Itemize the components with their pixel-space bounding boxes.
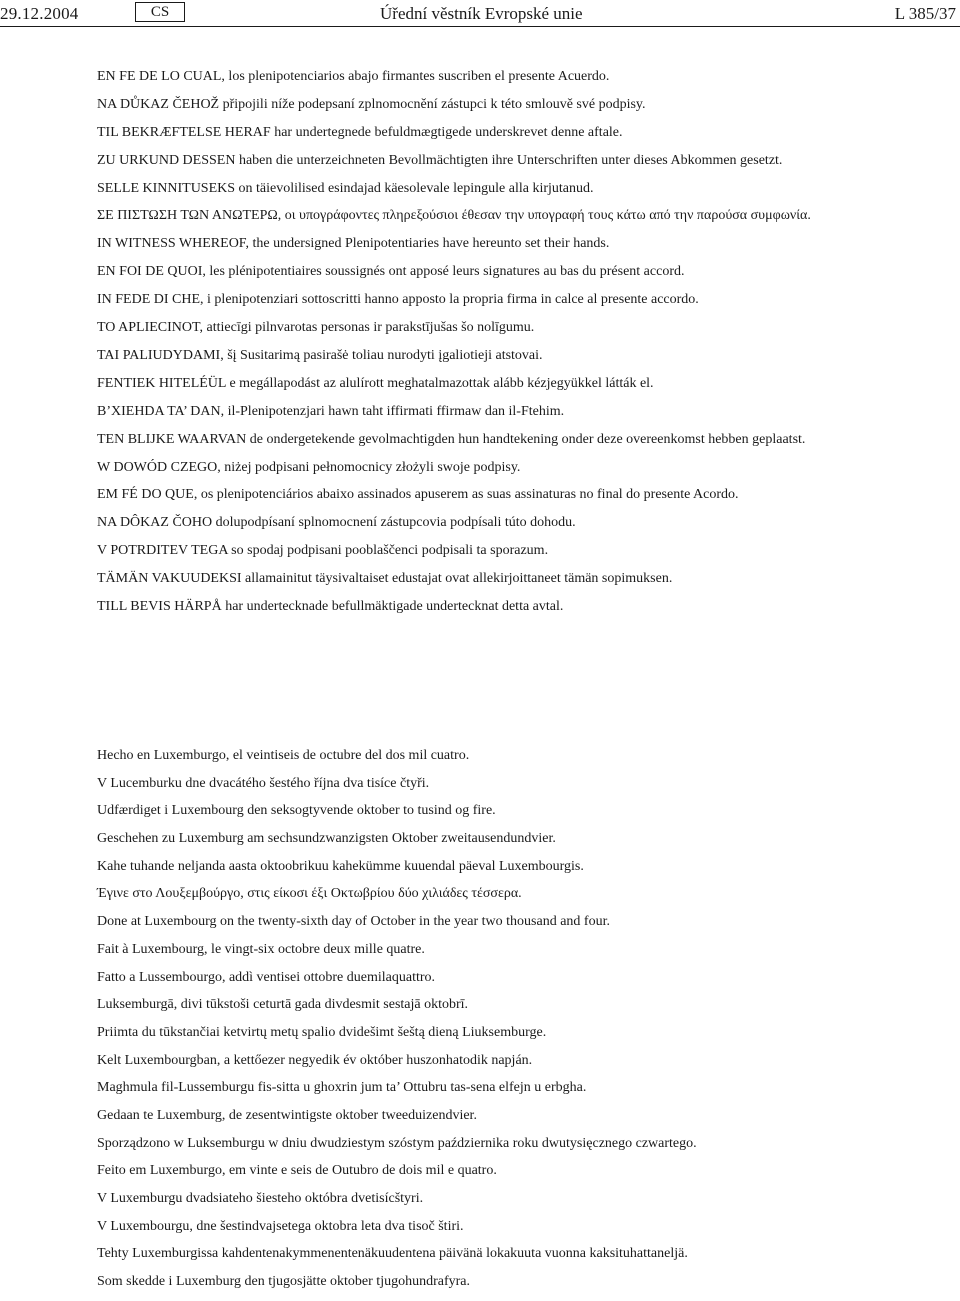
witness-clause-et: SELLE KINNITUSEKS on täievolilised esindajad käesolevale lepingule alla kirjutanud. [97, 180, 594, 196]
witness-clause-mt: B’XIEHDA TA’ DAN, il-Plenipotenzjari hawn taht iffirmati ffirmaw dan il-Ftehim. [97, 403, 565, 419]
done-at-sl: V Luxembourgu, dne šestindvajsetega oktobra leta dva tisoč štiri. [97, 1218, 464, 1234]
done-at-it: Fatto a Lussembourgo, addì ventisei ottobre duemilaquattro. [97, 969, 436, 985]
done-at-es: Hecho en Luxemburgo, el veintiseis de octubre del dos mil cuatro. [97, 748, 470, 763]
done-at-fr: Fait à Luxembourg, le vingt-six octobre deux mille quatre. [97, 941, 425, 957]
witness-clause-cs: NA DŮKAZ ČEHOŽ připojili níže podepsaní zplnomocnění zástupci k této smlouvě své podpisy. [97, 96, 646, 112]
done-at-lt: Priimta du tūkstančiai ketvirtų metų spalio dvidešimt šeštą dieną Liuksemburge. [97, 1024, 547, 1040]
journal-title: Úřední věstník Evropské unie [380, 4, 583, 23]
witness-clause-es: EN FE DE LO CUAL, los plenipotenciarios abajo firmantes suscriben el presente Acuerdo. [97, 69, 610, 84]
done-at-et: Kahe tuhande neljanda aasta oktoobrikuu kahekümme kuuendal päeval Luxembourgis. [97, 858, 584, 874]
done-at-sv: Som skedde i Luxemburg den tjugosjätte oktober tjugohundrafyra. [97, 1274, 471, 1290]
done-at-nl: Gedaan te Luxemburg, de zesentwintigste oktober tweeduizendvier. [97, 1107, 477, 1123]
done-at-hu: Kelt Luxembourgban, a kettőezer negyedik év október huszonhatodik napján. [97, 1052, 533, 1068]
witness-clause-fr: EN FOI DE QUOI, les plénipotentiaires soussignés ont apposé leurs signatures au bas du présent accord. [97, 264, 685, 280]
witness-clause-lt: TAI PALIUDYDAMI, šį Susitarimą pasirašė toliau nurodyti įgaliotieji atstovai. [97, 347, 543, 363]
done-at-de: Geschehen zu Luxemburg am sechsundzwanzigsten Oktober zweitausendundvier. [97, 831, 556, 847]
done-at-pt: Feito em Luxemburgo, em vinte e seis de Outubro de dois mil e quatro. [97, 1163, 497, 1179]
witness-clause-el: ΣΕ ΠΙΣΤΩΣΗ ΤΩΝ ΑΝΩΤΕΡΩ, οι υπογράφοντες πληρεξούσιοι έθεσαν την υπογραφή τους κάτω από την παρούσα συμφωνία. [97, 208, 811, 224]
witness-clause-fi: TÄMÄN VAKUUDEKSI allamainitut täysivaltaiset edustajat ovat allekirjoittaneet tämän sopimuksen. [97, 571, 673, 587]
witness-clause-it: IN FEDE DI CHE, i plenipotenziari sottoscritti hanno apposto la propria firma in calce al presente accordo. [97, 292, 699, 308]
done-at-lv: Luksemburgā, divi tūkstoši ceturtā gada divdesmit sestajā oktobrī. [97, 997, 469, 1013]
done-at-en: Done at Luxembourg on the twenty-sixth day of October in the year two thousand and four. [97, 914, 610, 930]
witness-clause-lv: TO APLIECINOT, attiecīgi pilnvarotas personas ir parakstījušas šo nolīgumu. [97, 320, 535, 336]
witness-clause-de: ZU URKUND DESSEN haben die unterzeichneten Bevollmächtigten ihre Unterschriften unter dieses Abkommen gesetzt. [97, 152, 783, 168]
witness-clause-pt: EM FÉ DO QUE, os plenipotenciários abaixo assinados apuserem as suas assinaturas no final do presente Acordo. [97, 487, 739, 503]
done-at-fi: Tehty Luxemburgissa kahdentenakymmenentenäkuudentena päivänä lokakuuta vuonna kaksituhattaneljä. [97, 1246, 688, 1262]
language-code-box: CS [135, 2, 185, 22]
header-rule [0, 26, 960, 27]
done-at-pl: Sporządzono w Luksemburgu w dniu dwudziestym szóstym października roku dwutysięcznego czwartego. [97, 1135, 697, 1151]
witness-clause-da: TIL BEKRÆFTELSE HERAF har undertegnede befuldmægtigede underskrevet denne aftale. [97, 124, 623, 140]
witness-clause-sk: NA DÔKAZ ČOHO dolupodpísaní splnomocnení zástupcovia podpísali túto dohodu. [97, 515, 576, 531]
done-at-mt: Maghmula fil-Lussemburgu fis-sitta u ghoxrin jum ta’ Ottubru tas-sena elfejn u erbgha. [97, 1080, 587, 1096]
page-reference: L 385/37 [894, 4, 956, 23]
done-at-section [97, 747, 877, 1301]
publication-date: 29.12.2004 [0, 4, 79, 23]
witness-clause-hu: FENTIEK HITELÉÜL e megállapodást az alulírott meghatalmazottak alább kézjegyükkel látták el. [97, 375, 654, 391]
witness-clause-sl: V POTRDITEV TEGA so spodaj podpisani pooblaščenci podpisali ta sporazum. [97, 543, 549, 559]
witness-clause-sv: TILL BEVIS HÄRPÅ har undertecknade befullmäktigade undertecknat detta avtal. [97, 599, 564, 615]
done-at-sk: V Luxemburgu dvadsiateho šiesteho októbra dvetisícštyri. [97, 1191, 424, 1206]
witness-clause-nl: TEN BLIJKE WAARVAN de ondergetekende gevolmachtigden hun handtekening onder deze overeenkomst hebben geplaatst. [97, 431, 806, 447]
done-at-el: Έγινε στο Λουξεμβούργο, στις είκοσι έξι Οκτωβρίου δύο χιλιάδες τέσσερα. [97, 886, 522, 902]
done-at-da: Udfærdiget i Luxembourg den seksogtyvende oktober to tusind og fire. [97, 803, 496, 819]
done-at-cs: V Lucemburku dne dvacátého šestého října dva tisíce čtyři. [97, 775, 430, 791]
witness-clause-en: IN WITNESS WHEREOF, the undersigned Plenipotentiaries have hereunto set their hands. [97, 236, 610, 252]
page-header [0, 0, 960, 28]
witness-clauses-section [97, 68, 877, 626]
witness-clause-pl: W DOWÓD CZEGO, niżej podpisani pełnomocnicy złożyli swoje podpisy. [97, 459, 521, 475]
